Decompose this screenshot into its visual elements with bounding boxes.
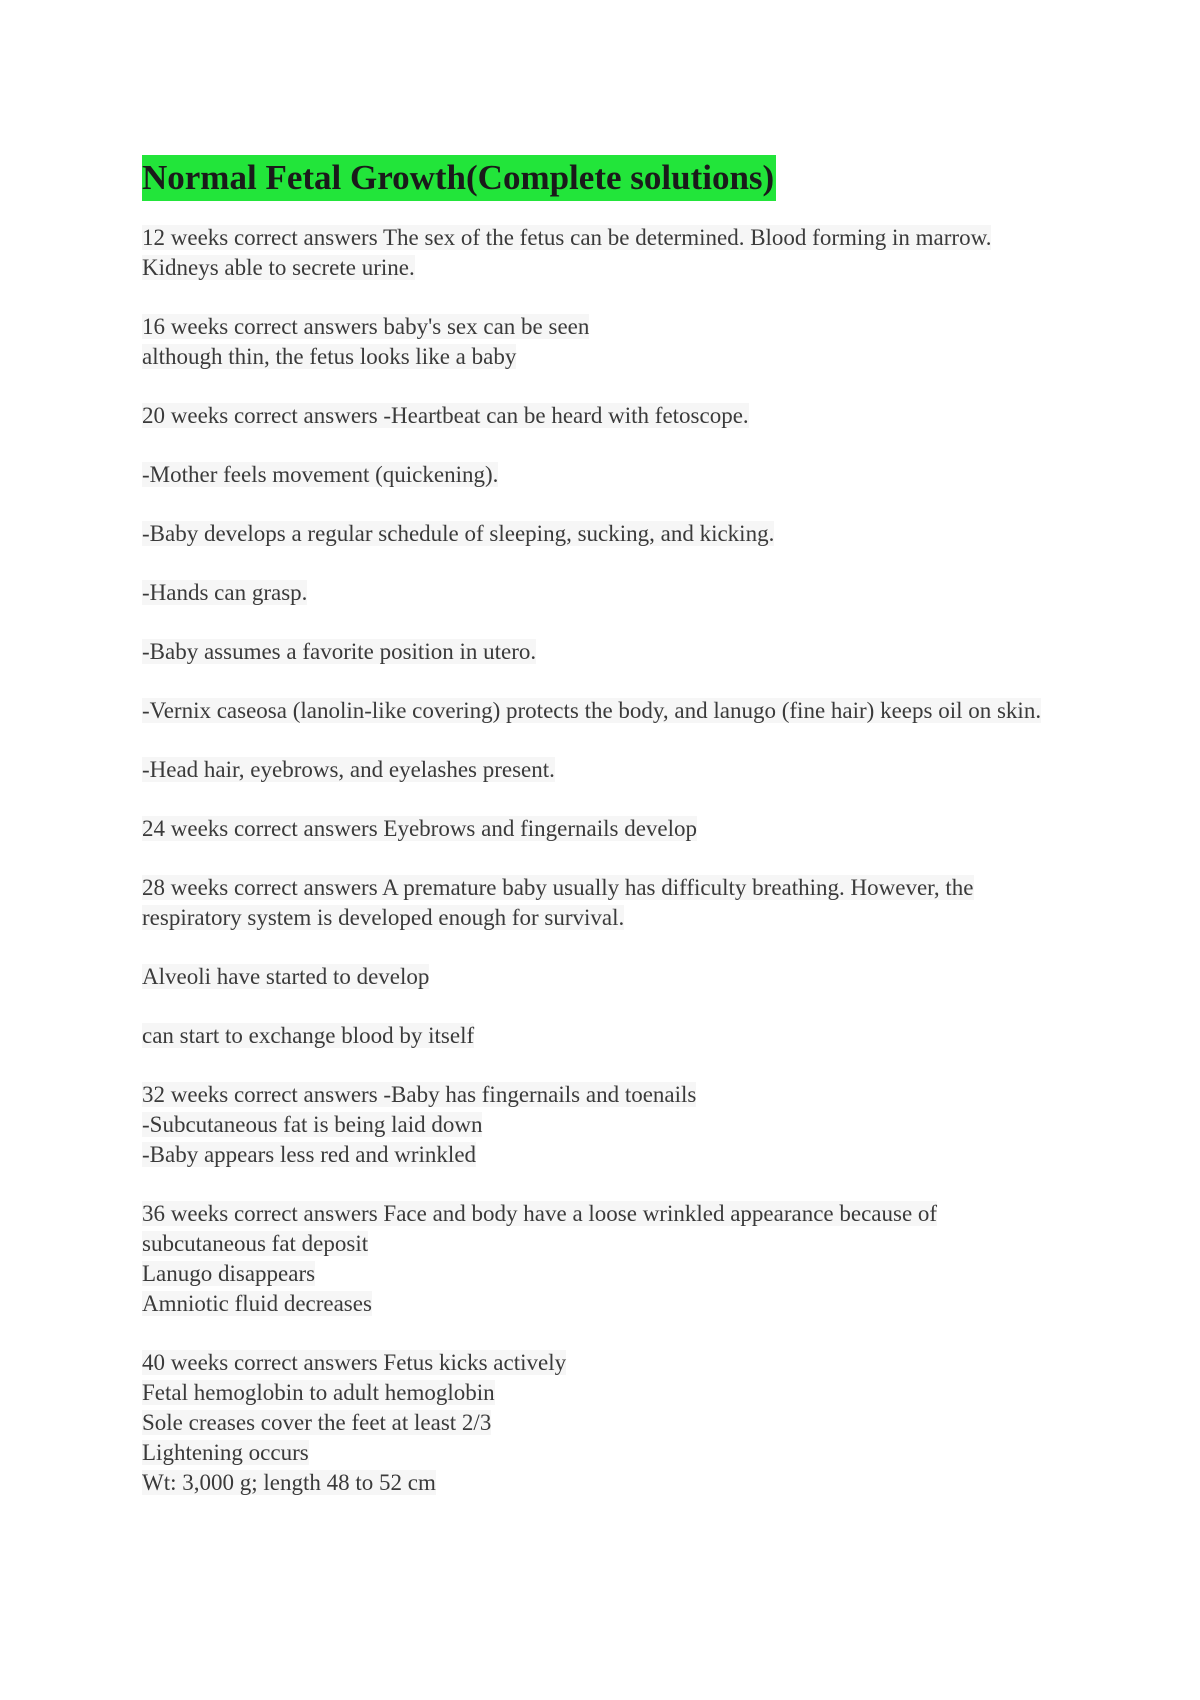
paragraph [142, 814, 1062, 844]
paragraph-line [142, 696, 1062, 726]
paragraph [142, 578, 1062, 608]
line-text: Alveoli have started to develop [142, 964, 430, 989]
paragraph [142, 962, 1062, 992]
line-text: Sole creases cover the feet at least 2/3 [142, 1410, 492, 1435]
paragraph-line [142, 1408, 1062, 1438]
line-text: can start to exchange blood by itself [142, 1023, 475, 1048]
paragraph [142, 312, 1062, 372]
paragraph-line [142, 1289, 1062, 1319]
paragraph [142, 1080, 1062, 1170]
line-text: 36 weeks correct answers Face and body have a loose wrinkled appearance because of subcutaneous fat deposit [142, 1201, 938, 1256]
document-title: Normal Fetal Growth(Complete solutions) [142, 155, 776, 201]
line-text: -Baby assumes a favorite position in utero. [142, 639, 537, 664]
paragraph-line [142, 223, 1062, 283]
paragraph [142, 401, 1062, 431]
paragraph-line [142, 755, 1062, 785]
line-text: -Subcutaneous fat is being laid down [142, 1112, 483, 1137]
paragraph-line [142, 962, 1062, 992]
paragraph [142, 873, 1062, 933]
line-text: Wt: 3,000 g; length 48 to 52 cm [142, 1470, 436, 1495]
line-text: Amniotic fluid decreases [142, 1291, 372, 1316]
paragraph-line [142, 873, 1062, 933]
line-text: 40 weeks correct answers Fetus kicks actively [142, 1350, 567, 1375]
paragraph-line [142, 1110, 1062, 1140]
line-text: although thin, the fetus looks like a baby [142, 344, 517, 369]
paragraph-line [142, 1080, 1062, 1110]
paragraph-line [142, 519, 1062, 549]
line-text: -Mother feels movement (quickening). [142, 462, 499, 487]
paragraph [142, 1021, 1062, 1051]
line-text: 28 weeks correct answers A premature baby usually has difficulty breathing. However, the respiratory system is developed enough for survival. [142, 875, 974, 930]
paragraph-line [142, 578, 1062, 608]
line-text: -Baby develops a regular schedule of sleeping, sucking, and kicking. [142, 521, 775, 546]
paragraph-line [142, 1378, 1062, 1408]
paragraph [142, 519, 1062, 549]
paragraph-line [142, 1199, 1062, 1259]
line-text: Lightening occurs [142, 1440, 309, 1465]
line-text: 20 weeks correct answers -Heartbeat can be heard with fetoscope. [142, 403, 749, 428]
document-page [142, 155, 1062, 1527]
document-body [142, 223, 1062, 1498]
paragraph-line [142, 814, 1062, 844]
line-text: -Vernix caseosa (lanolin-like covering) protects the body, and lanugo (fine hair) keeps oil on skin. [142, 698, 1042, 723]
paragraph-line [142, 1021, 1062, 1051]
line-text: 12 weeks correct answers The sex of the fetus can be determined. Blood forming in marrow. Kidneys able to secrete urine. [142, 225, 992, 280]
line-text: 24 weeks correct answers Eyebrows and fingernails develop [142, 816, 697, 841]
line-text: 16 weeks correct answers baby's sex can be seen [142, 314, 590, 339]
paragraph-line [142, 1259, 1062, 1289]
paragraph [142, 696, 1062, 726]
paragraph [142, 755, 1062, 785]
line-text: -Baby appears less red and wrinkled [142, 1142, 477, 1167]
paragraph [142, 1199, 1062, 1319]
line-text: Lanugo disappears [142, 1261, 316, 1286]
paragraph [142, 223, 1062, 283]
paragraph [142, 1348, 1062, 1498]
paragraph [142, 460, 1062, 490]
line-text: 32 weeks correct answers -Baby has fingernails and toenails [142, 1082, 697, 1107]
paragraph-line [142, 460, 1062, 490]
paragraph-line [142, 1140, 1062, 1170]
line-text: -Hands can grasp. [142, 580, 308, 605]
paragraph-line [142, 312, 1062, 342]
paragraph-line [142, 1348, 1062, 1378]
line-text: -Head hair, eyebrows, and eyelashes present. [142, 757, 555, 782]
paragraph-line [142, 1468, 1062, 1498]
paragraph-line [142, 1438, 1062, 1468]
paragraph-line [142, 637, 1062, 667]
paragraph-line [142, 401, 1062, 431]
line-text: Fetal hemoglobin to adult hemoglobin [142, 1380, 495, 1405]
paragraph-line [142, 342, 1062, 372]
paragraph [142, 637, 1062, 667]
